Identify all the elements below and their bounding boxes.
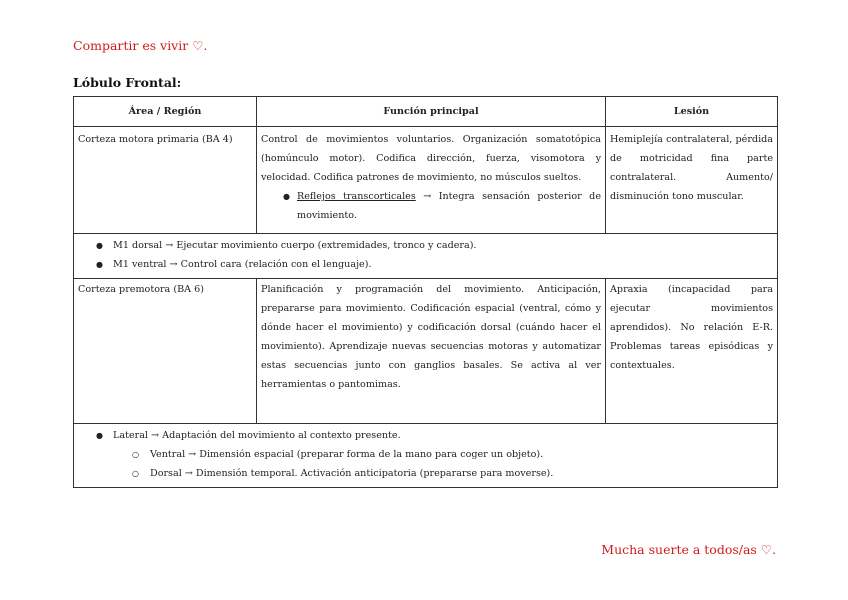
header-function: Función principal [257, 97, 606, 127]
function-text: Control de movimientos voluntarios. Organización somatotópica (homúnculo motor). Codifica dirección, fuerza, visomotora y velocidad. Codifica patrones de movimiento, no músculos sueltos. [261, 134, 601, 183]
bullet-dot-icon: ● [96, 260, 103, 269]
section-title: Lóbulo Frontal: [73, 75, 182, 90]
m1-notes-list [74, 236, 777, 274]
function-cell [257, 127, 606, 234]
area-cell: Corteza premotora (BA 6) [74, 279, 257, 424]
bullet-dot-icon: ● [96, 431, 103, 440]
bullet-rest-text: → Integra sensación posterior de movimiento. [297, 191, 601, 221]
function-cell: Planificación y programación del movimiento. Anticipación, prepararse para movimiento. Codificación espacial (ventral, cómo y dónde hacer el movimiento) y codificación dorsal (cuándo hacer el movimiento). Aprendizaje nuevas secuencias motoras y automatizar estas secuencias junto con ganglios basales. Se activa al ver herramientas o pantomimas. [257, 279, 606, 424]
list-item: ● M1 ventral → Control cara (relación con el lenguaje). [74, 255, 777, 274]
hollow-bullet-icon: ○ [132, 450, 139, 459]
lesion-cell: Hemiplejía contralateral, pérdida de motricidad fina parte contralateral. Aumento/ disminución tono muscular. [606, 127, 778, 234]
list-item: ● Lateral → Adaptación del movimiento al contexto presente. [74, 426, 777, 445]
premotor-notes-list [74, 426, 777, 483]
share-note: Compartir es vivir ♡. [73, 38, 208, 53]
table-row [74, 424, 778, 488]
area-cell: Corteza motora primaria (BA 4) [74, 127, 257, 234]
list-item: ○ Ventral → Dimensión espacial (preparar forma de la mano para coger un objeto). [74, 445, 777, 464]
hollow-bullet-icon: ○ [132, 469, 139, 478]
table-row [74, 279, 778, 424]
footer-note: Mucha suerte a todos/as ♡. [601, 542, 776, 557]
table-row [74, 234, 778, 279]
lesion-cell: Apraxia (incapacidad para ejecutar movimientos aprendidos). No relación E-R. Problemas tareas episódicas y contextuales. [606, 279, 778, 424]
reflejos-link-text: Reflejos transcorticales [297, 191, 416, 202]
bullet-dot-icon: ● [96, 241, 103, 250]
table-header-row [74, 97, 778, 127]
bullet-dot-icon: ● [283, 192, 290, 201]
header-lesion: Lesión [606, 97, 778, 127]
m1-notes-cell [74, 234, 778, 279]
function-bullet [261, 187, 601, 225]
header-area: Área / Región [74, 97, 257, 127]
list-item: ● M1 dorsal → Ejecutar movimiento cuerpo (extremidades, tronco y cadera). [74, 236, 777, 255]
table-row [74, 127, 778, 234]
frontal-lobe-table [73, 96, 778, 488]
premotor-notes-cell [74, 424, 778, 488]
list-item: ○ Dorsal → Dimensión temporal. Activación anticipatoria (prepararse para moverse). [74, 464, 777, 483]
